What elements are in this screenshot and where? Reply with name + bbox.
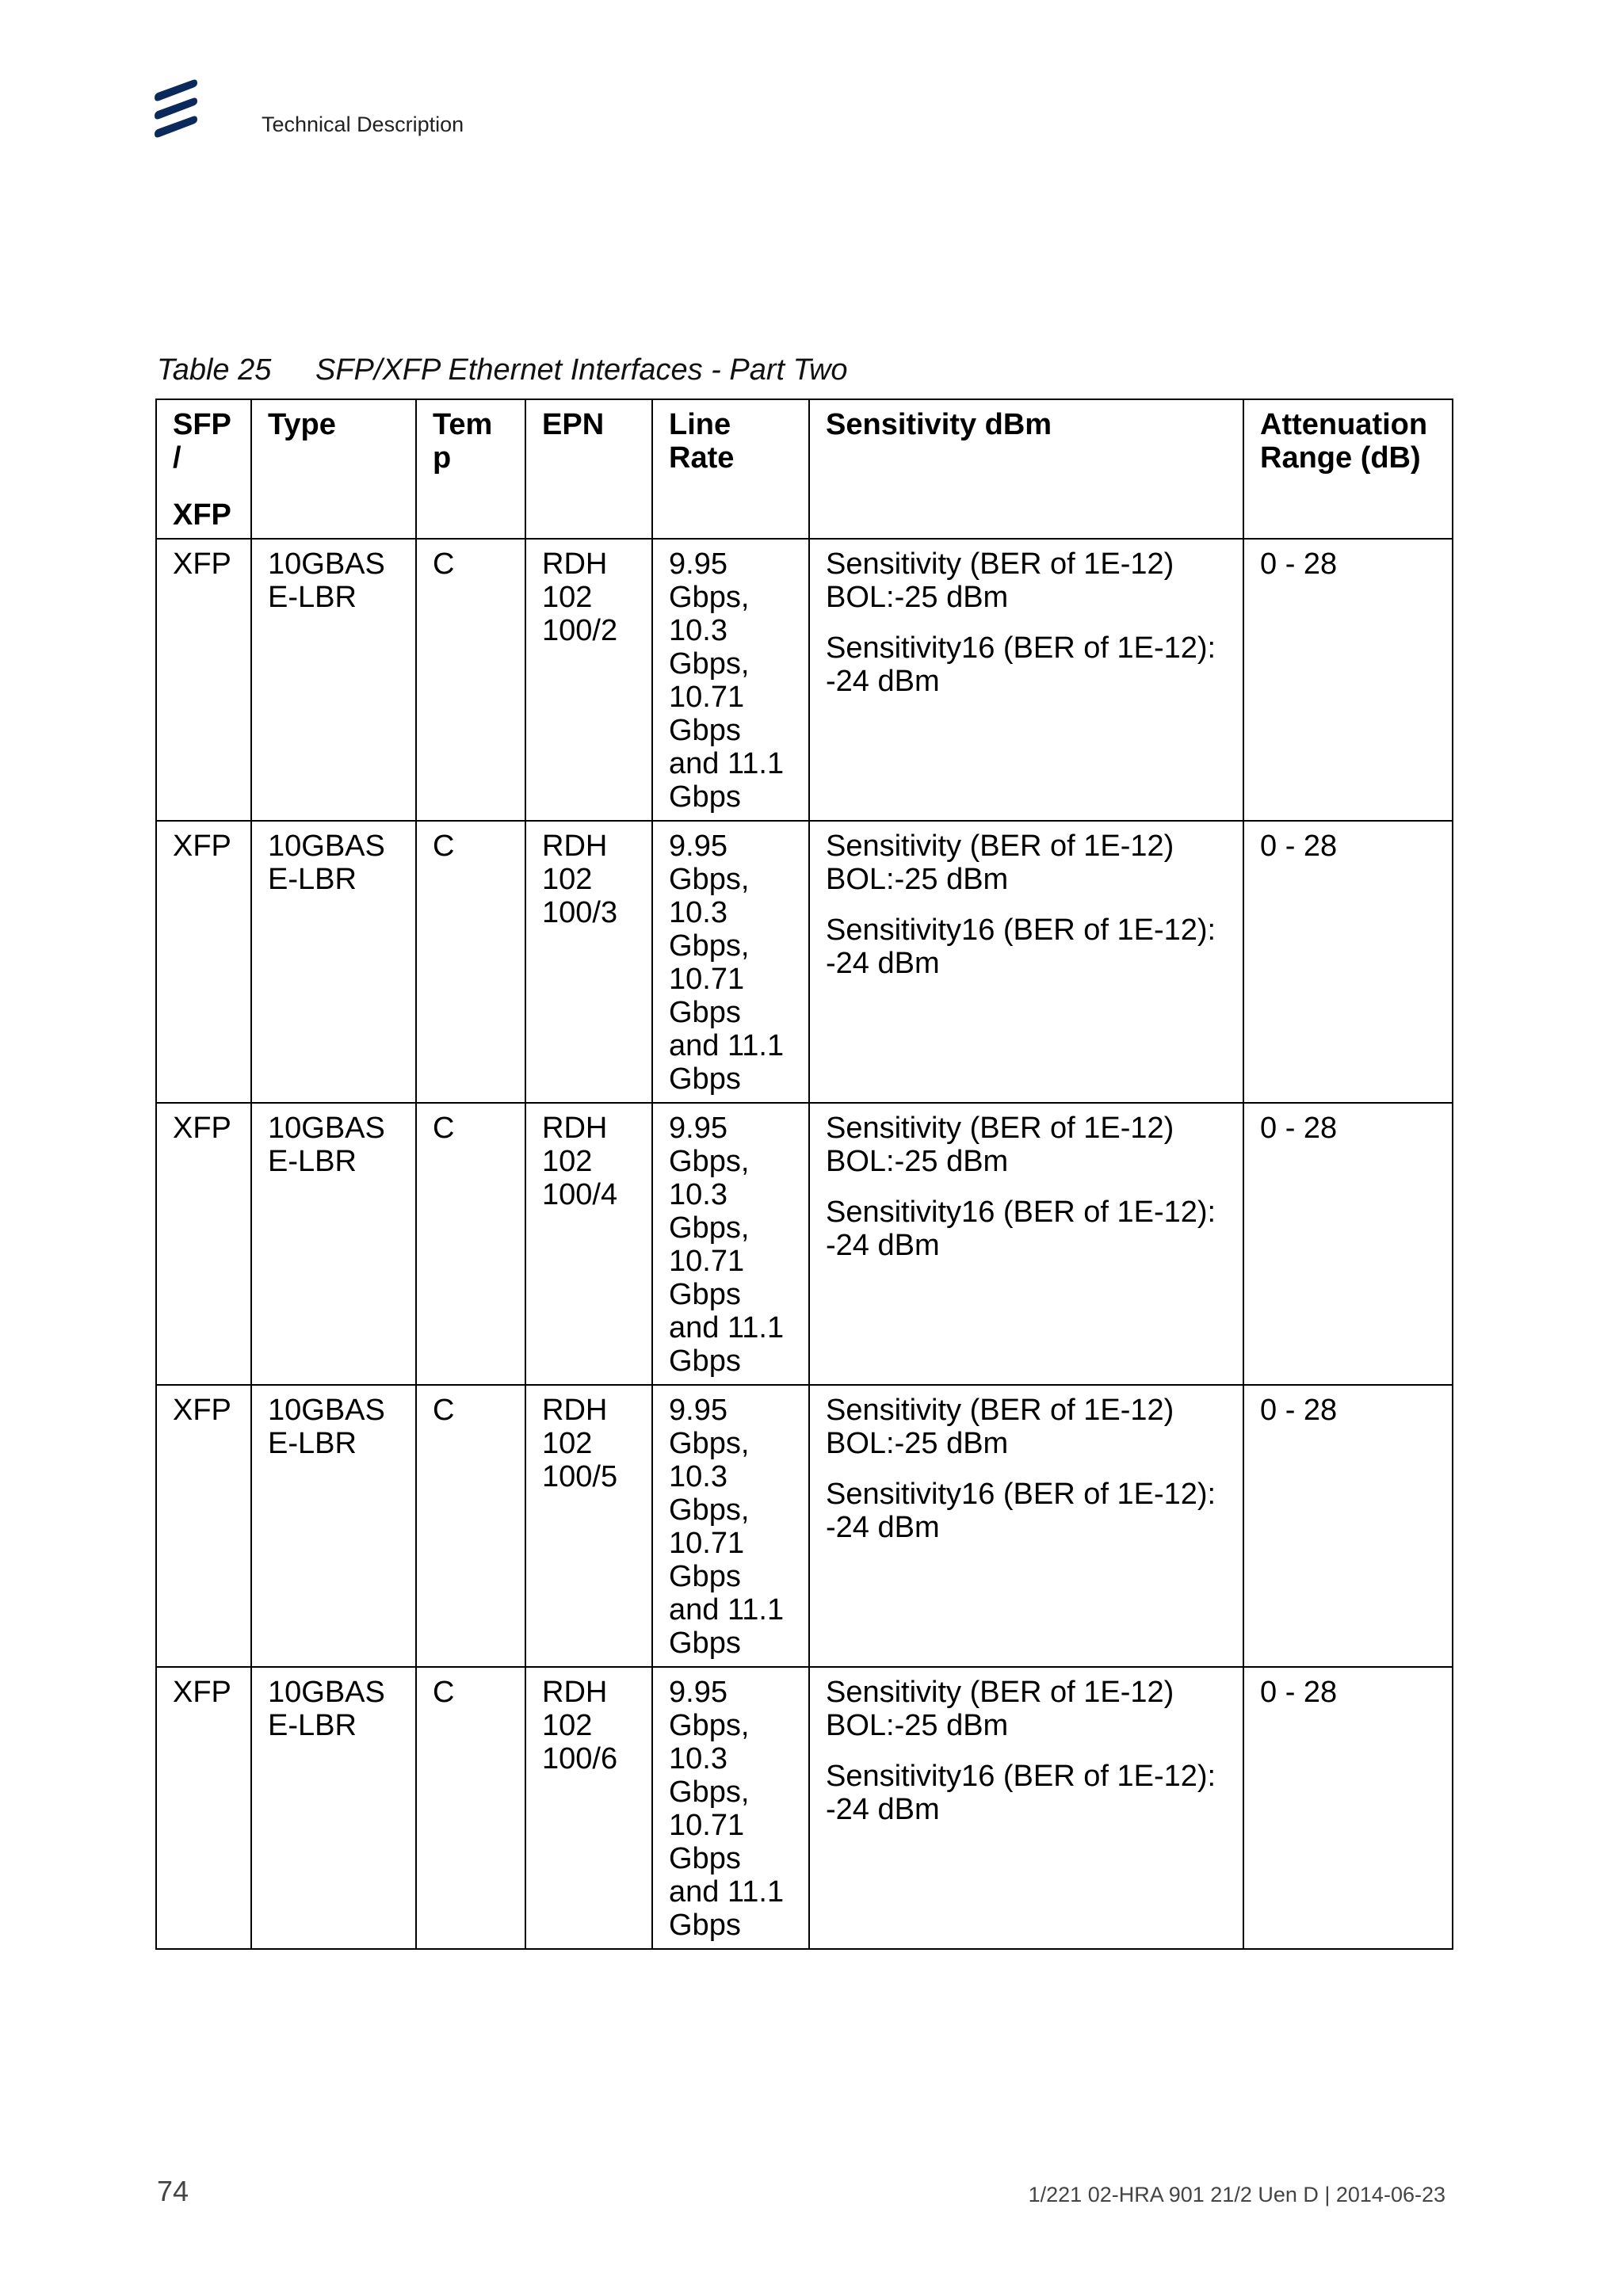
cell-attenuation: 0 - 28 — [1243, 539, 1453, 821]
cell-line-rate: 9.95 Gbps, 10.3 Gbps, 10.71 Gbps and 11.1 Gbps — [652, 1385, 809, 1667]
cell-temp: C — [416, 539, 525, 821]
cell-sfp-xfp: XFP — [156, 1103, 251, 1385]
cell-temp: C — [416, 1103, 525, 1385]
company-logo — [153, 75, 200, 139]
cell-attenuation: 0 - 28 — [1243, 1385, 1453, 1667]
table-caption — [157, 353, 848, 387]
cell-sensitivity: Sensitivity (BER of 1E-12) BOL:-25 dBm Sensitivity16 (BER of 1E-12): -24 dBm — [809, 821, 1243, 1103]
cell-sfp-xfp: XFP — [156, 1667, 251, 1949]
cell-sensitivity: Sensitivity (BER of 1E-12) BOL:-25 dBm Sensitivity16 (BER of 1E-12): -24 dBm — [809, 1667, 1243, 1949]
cell-sensitivity: Sensitivity (BER of 1E-12) BOL:-25 dBm Sensitivity16 (BER of 1E-12): -24 dBm — [809, 539, 1243, 821]
header-temp: Temp — [416, 399, 525, 539]
cell-attenuation: 0 - 28 — [1243, 1667, 1453, 1949]
table-row — [156, 1667, 1453, 1949]
cell-sfp-xfp: XFP — [156, 821, 251, 1103]
cell-sensitivity: Sensitivity (BER of 1E-12) BOL:-25 dBm Sensitivity16 (BER of 1E-12): -24 dBm — [809, 1103, 1243, 1385]
table-row — [156, 539, 1453, 821]
table-title: SFP/XFP Ethernet Interfaces - Part Two — [315, 353, 848, 387]
cell-type: 10GBAS E-LBR — [251, 1103, 416, 1385]
cell-epn: RDH 102 100/5 — [525, 1385, 652, 1667]
cell-temp: C — [416, 821, 525, 1103]
cell-attenuation: 0 - 28 — [1243, 821, 1453, 1103]
cell-temp: C — [416, 1667, 525, 1949]
cell-type: 10GBAS E-LBR — [251, 1385, 416, 1667]
table-row — [156, 1385, 1453, 1667]
cell-type: 10GBAS E-LBR — [251, 821, 416, 1103]
cell-sfp-xfp: XFP — [156, 539, 251, 821]
cell-type: 10GBAS E-LBR — [251, 539, 416, 821]
cell-line-rate: 9.95 Gbps, 10.3 Gbps, 10.71 Gbps and 11.1 Gbps — [652, 539, 809, 821]
table-row — [156, 821, 1453, 1103]
cell-epn: RDH 102 100/4 — [525, 1103, 652, 1385]
table-header-row — [156, 399, 1453, 539]
cell-line-rate: 9.95 Gbps, 10.3 Gbps, 10.71 Gbps and 11.1 Gbps — [652, 1103, 809, 1385]
header-sfp-xfp: SFP/ XFP — [156, 399, 251, 539]
header-type: Type — [251, 399, 416, 539]
document-reference: 1/221 02-HRA 901 21/2 Uen D | 2014-06-23 — [1028, 2183, 1445, 2206]
cell-attenuation: 0 - 28 — [1243, 1103, 1453, 1385]
cell-type: 10GBAS E-LBR — [251, 1667, 416, 1949]
cell-temp: C — [416, 1385, 525, 1667]
interfaces-table — [155, 399, 1453, 1950]
header-epn: EPN — [525, 399, 652, 539]
table-row — [156, 1103, 1453, 1385]
document-type-header: Technical Description — [262, 113, 464, 136]
cell-line-rate: 9.95 Gbps, 10.3 Gbps, 10.71 Gbps and 11.1 Gbps — [652, 1667, 809, 1949]
cell-epn: RDH 102 100/2 — [525, 539, 652, 821]
cell-epn: RDH 102 100/6 — [525, 1667, 652, 1949]
header-line-rate: Line Rate — [652, 399, 809, 539]
page-number: 74 — [157, 2175, 189, 2207]
cell-sensitivity: Sensitivity (BER of 1E-12) BOL:-25 dBm Sensitivity16 (BER of 1E-12): -24 dBm — [809, 1385, 1243, 1667]
header-attenuation: Attenuation Range (dB) — [1243, 399, 1453, 539]
table-number: Table 25 — [157, 353, 272, 387]
cell-line-rate: 9.95 Gbps, 10.3 Gbps, 10.71 Gbps and 11.1 Gbps — [652, 821, 809, 1103]
header-sensitivity: Sensitivity dBm — [809, 399, 1243, 539]
cell-sfp-xfp: XFP — [156, 1385, 251, 1667]
cell-epn: RDH 102 100/3 — [525, 821, 652, 1103]
